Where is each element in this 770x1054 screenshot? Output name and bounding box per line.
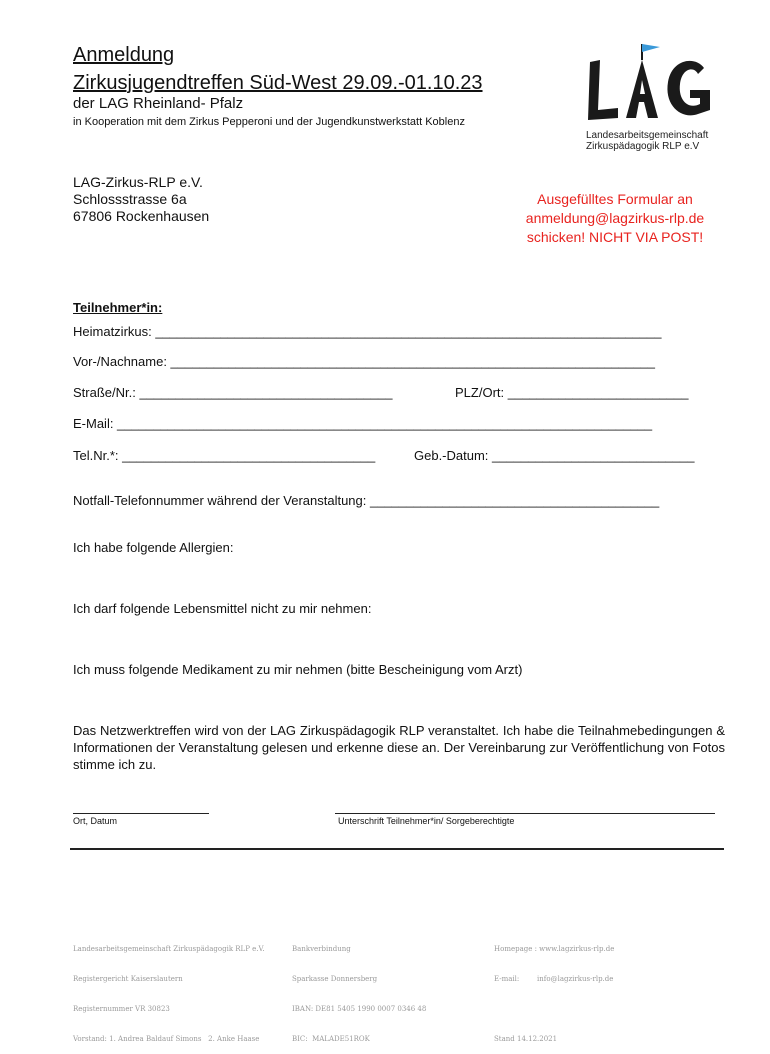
event-title: Zirkusjugendtreffen Süd-West 29.09.-01.10.23 xyxy=(73,72,483,94)
footer-spacer xyxy=(494,1004,614,1014)
email-field[interactable]: E-Mail: __________________________________________________________________________ xyxy=(73,416,653,431)
street-field[interactable]: Straße/Nr.: ___________________________________ xyxy=(73,385,393,400)
birthdate-field[interactable]: Geb.-Datum: ____________________________ xyxy=(414,448,695,463)
footer-divider xyxy=(70,848,724,850)
lag-logo xyxy=(584,40,724,155)
footer-bank-line: Sparkasse Donnersberg xyxy=(292,975,378,983)
logo-subtitle-1: Landesarbeitsgemeinschaft xyxy=(586,130,709,141)
notice-line-1: Ausgefülltes Formular an xyxy=(537,191,693,207)
footer-bank xyxy=(292,924,426,1054)
footer-homepage: Homepage : www.lagzirkus-rlp.de xyxy=(494,945,615,953)
submission-notice xyxy=(500,190,730,247)
name-field[interactable]: Vor-/Nachname: ___________________________________________________________________ xyxy=(73,354,655,369)
tel-field[interactable]: Tel.Nr.*: ___________________________________ xyxy=(73,448,376,463)
footer-bank-line: BIC: MALADE51ROK xyxy=(292,1035,370,1043)
allergies-label: Ich habe folgende Allergien: xyxy=(73,540,234,555)
consent-paragraph: Das Netzwerktreffen wird von der LAG Zirkuspädagogik RLP veranstaltet. Ich habe die Teilnahmebedingungen & Informationen der Veranstaltung gelesen und erkenne diese an. Der Vereinbarung zur Veröffentlichung von Fotos stimme ich zu. xyxy=(73,723,725,772)
medication-label: Ich muss folgende Medikament zu mir nehmen (bitte Bescheinigung vom Arzt) xyxy=(73,662,523,677)
subtitle: der LAG Rheinland- Pfalz xyxy=(73,95,244,112)
signature-label: Unterschrift Teilnehmer*in/ Sorgeberechtigte xyxy=(338,816,515,826)
footer-org-line: Registernummer VR 30823 xyxy=(73,1005,170,1013)
heimatzirkus-field[interactable]: Heimatzirkus: ______________________________________________________________________ xyxy=(73,324,662,339)
participant-section-title: Teilnehmer*in: xyxy=(73,300,163,315)
address-line-1: LAG-Zirkus-RLP e.V. xyxy=(73,174,203,190)
address-block xyxy=(73,174,209,225)
lag-logo-icon xyxy=(584,40,724,125)
footer-bank-line: IBAN: DE81 5405 1990 0007 0346 48 xyxy=(292,1005,427,1013)
footer-org-line: Registergericht Kaiserslautern xyxy=(73,975,183,983)
notice-email: anmeldung@lagzirkus-rlp.de xyxy=(525,210,705,226)
footer-org-line: Vorstand: 1. Andrea Baldauf Simons 2. Anke Haase xyxy=(73,1035,260,1043)
place-date-label: Ort, Datum xyxy=(73,816,118,826)
footer-bank-line: Bankverbindung xyxy=(292,945,351,953)
page-title: Anmeldung xyxy=(73,44,175,66)
place-date-line[interactable] xyxy=(73,813,209,814)
signature-line[interactable] xyxy=(335,813,715,814)
plz-field[interactable]: PLZ/Ort: _________________________ xyxy=(455,385,689,400)
footer-org-line: Landesarbeitsgemeinschaft Zirkuspädagogik RLP e.V. xyxy=(73,945,265,953)
emergency-phone-field[interactable]: Notfall-Telefonnummer während der Veranstaltung: ________________________________________ xyxy=(73,493,660,508)
notice-line-3: schicken! NICHT VIA POST! xyxy=(526,229,704,245)
address-line-3: 67806 Rockenhausen xyxy=(73,208,210,224)
logo-subtitle-2: Zirkuspädagogik RLP e.V xyxy=(586,141,700,152)
footer-organization xyxy=(73,924,265,1054)
food-restrictions-label: Ich darf folgende Lebensmittel nicht zu mir nehmen: xyxy=(73,601,372,616)
cooperation-note: in Kooperation mit dem Zirkus Pepperoni und der Jugendkunstwerkstatt Koblenz xyxy=(73,116,465,128)
footer-email: E-mail: info@lagzirkus-rlp.de xyxy=(494,975,614,983)
footer-contact xyxy=(494,924,614,1054)
address-line-2: Schlossstrasse 6a xyxy=(73,191,187,207)
footer-version-date: Stand 14.12.2021 xyxy=(494,1035,558,1043)
